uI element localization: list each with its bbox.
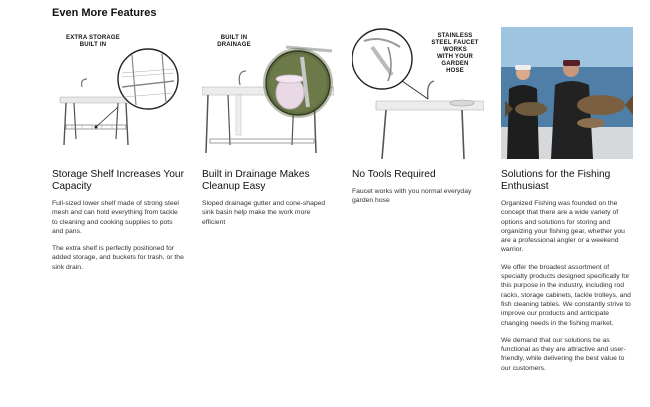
- feature-faucet: [352, 27, 484, 206]
- feature-company: [501, 27, 633, 373]
- callout-line: BUILT IN: [220, 35, 248, 41]
- feature-text: Full-sized lower shelf made of strong steel mesh and can hold everything from tackle to cleaning and cooking supplies to pots and pans.: [52, 200, 179, 235]
- feature-text: We demand that our solutions be as functional as they are attractive and user-friendly, while delivering the best value to our customers.: [501, 336, 626, 372]
- callout-line: HOSE: [446, 68, 464, 74]
- callout-line: GARDEN: [441, 61, 469, 67]
- storage-callout: [54, 35, 132, 49]
- callout-line: BUILT IN: [79, 42, 107, 48]
- feature-text: We offer the broadest assortment of specialty products designed specifically for this purpose in the industry, including rod racks, storage cabinets, tackle trolleys, and fish cleaning tables. We constantly strive to improve our products and anticipate changing needs in the fishing market.: [501, 263, 631, 327]
- feature-drainage: [202, 27, 334, 227]
- section-title: Even More Features: [52, 7, 157, 19]
- faucet-image: [352, 27, 484, 159]
- callout-line: STEEL FAUCET: [431, 40, 479, 46]
- faucet-callout: [426, 33, 484, 75]
- feature-heading: No Tools Required: [352, 169, 436, 180]
- callout-line: WITH YOUR: [436, 54, 474, 60]
- feature-storage-shelf: [52, 27, 184, 272]
- storage-shelf-image: [52, 27, 184, 159]
- feature-text: Sloped drainage gutter and cone-shaped sink basin help make the work more efficient: [202, 200, 326, 226]
- feature-text: Organized Fishing was founded on the concept that there are a wide variety of options and solutions for storing and organizing your fishing gear, whether you are a professional angler or a weekend warrior.: [501, 200, 625, 254]
- feature-heading: Solutions for the Fishing Enthusiast: [501, 169, 611, 192]
- feature-text: The extra shelf is perfectly positioned for added storage, and buckets for trash, or the sink drain.: [52, 245, 184, 271]
- callout-line: EXTRA STORAGE: [66, 35, 120, 41]
- drainage-callout: [210, 35, 258, 49]
- callout-line: STAINLESS: [437, 33, 473, 39]
- feature-text: Faucet works with you normal everyday garden hose: [352, 188, 472, 205]
- feature-heading: Storage Shelf Increases Your Capacity: [52, 169, 184, 192]
- callout-line: DRAINAGE: [217, 42, 251, 48]
- fishermen-photo: [501, 27, 633, 159]
- callout-line: WORKS: [443, 47, 467, 53]
- drainage-image: [202, 27, 334, 159]
- feature-heading: Built in Drainage Makes Cleanup Easy: [202, 169, 310, 192]
